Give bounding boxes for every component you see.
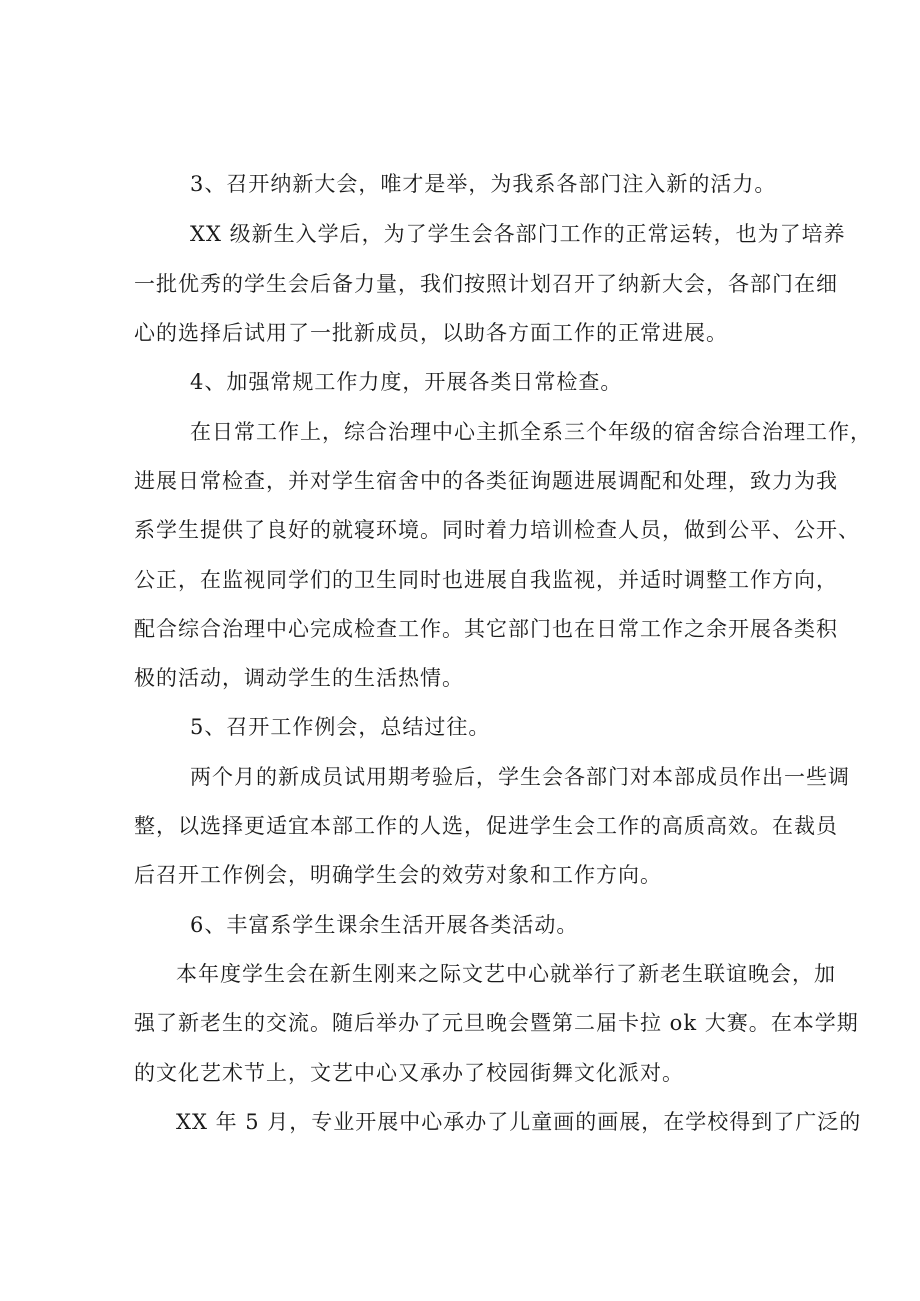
text-line: 本年度学生会在新生刚来之际文艺中心就举行了新老生联谊晚会，加	[176, 962, 836, 986]
text-line: 两个月的新成员试用期考验后，学生会各部门对本部成员作出一些调	[190, 765, 850, 789]
text-line: 6、丰富系学生课余生活开展各类活动。	[190, 913, 579, 937]
text-line: 后召开工作例会，明确学生会的效劳对象和工作方向。	[134, 863, 662, 887]
text-line: 公正，在监视同学们的卫生同时也进展自我监视，并适时调整工作方向，	[134, 568, 838, 592]
text-line: 强了新老生的交流。随后举办了元旦晚会暨第二届卡拉 ok 大赛。在本学期	[134, 1011, 859, 1035]
text-line: 在日常工作上，综合治理中心主抓全系三个年级的宿舍综合治理工作，	[190, 420, 872, 444]
text-line: 配合综合治理中心完成检查工作。其它部门也在日常工作之余开展各类积	[134, 617, 838, 641]
text-line: XX 级新生入学后，为了学生会各部门工作的正常运转，也为了培养	[190, 222, 846, 246]
text-line: 5、召开工作例会，总结过往。	[190, 715, 491, 739]
text-line: 进展日常检查，并对学生宿舍中的各类征询题进展调配和处理，致力为我	[134, 469, 838, 493]
text-line: 心的选择后试用了一批新成员，以助各方面工作的正常进展。	[134, 321, 728, 345]
text-line: XX 年 5 月，专业开展中心承办了儿童画的画展，在学校得到了广泛的	[176, 1110, 862, 1134]
text-line: 4、加强常规工作力度，开展各类日常检查。	[190, 370, 623, 394]
text-line: 的文化艺术节上，文艺中心又承办了校园街舞文化派对。	[134, 1061, 684, 1085]
text-line: 系学生提供了良好的就寝环境。同时着力培训检查人员，做到公平、公开、	[134, 518, 860, 542]
text-line: 一批优秀的学生会后备力量，我们按照计划召开了纳新大会，各部门在细	[134, 272, 838, 296]
text-line: 3、召开纳新大会，唯才是举，为我系各部门注入新的活力。	[190, 172, 777, 196]
text-line: 整，以选择更适宜本部工作的人选，促进学生会工作的高质高效。在裁员	[134, 814, 838, 838]
text-line: 极的活动，调动学生的生活热情。	[134, 666, 464, 690]
